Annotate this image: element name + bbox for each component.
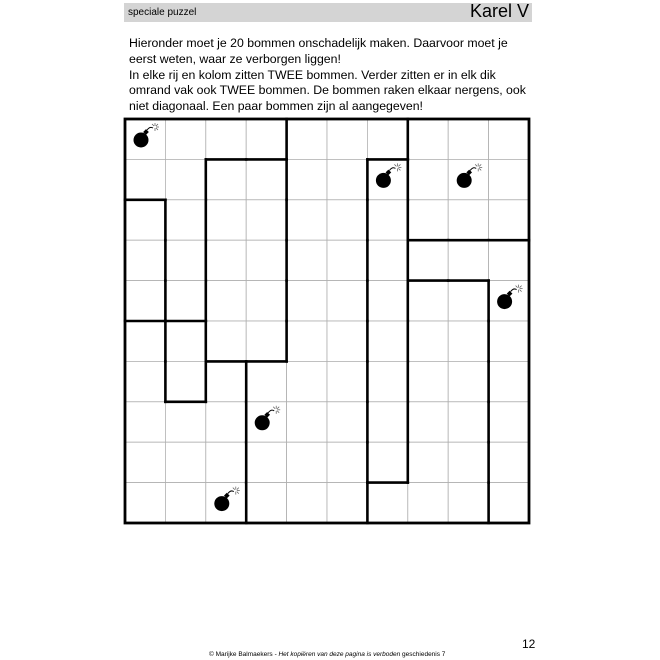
grid-cell[interactable] [125,361,165,401]
grid-cell[interactable] [408,321,448,361]
grid-cell[interactable] [287,200,327,240]
grid-cell[interactable] [489,321,529,361]
grid-cell[interactable] [165,402,205,442]
grid-cell[interactable] [165,361,205,401]
footer [209,651,445,658]
grid-cell[interactable] [448,483,488,523]
grid-cell[interactable] [165,119,205,159]
grid-cell[interactable] [206,281,246,321]
grid-cell[interactable] [125,321,165,361]
grid-cell[interactable] [327,483,367,523]
grid-cell[interactable] [287,240,327,280]
grid-cell[interactable] [125,159,165,199]
page-title: Karel V [469,1,529,21]
grid-cell[interactable] [125,240,165,280]
grid-cell[interactable] [206,321,246,361]
grid-cell[interactable] [448,361,488,401]
grid-cell[interactable] [246,442,286,482]
grid-cell[interactable] [125,483,165,523]
grid-cell[interactable] [165,321,205,361]
grid-cell[interactable] [287,361,327,401]
grid-cell[interactable] [165,240,205,280]
grid-cell[interactable] [327,321,367,361]
grid-cell[interactable] [246,281,286,321]
grid-cell[interactable] [287,402,327,442]
grid-cell[interactable] [206,402,246,442]
grid-cell[interactable] [327,240,367,280]
grid-cell[interactable] [448,402,488,442]
grid-cell[interactable] [489,240,529,280]
grid-cell[interactable] [246,361,286,401]
grid-cell[interactable] [125,442,165,482]
instruction-line: In elke rij en kolom zitten TWEE bommen. Verder zitten er in elk dik [129,67,496,82]
grid-cell[interactable] [367,200,407,240]
grid-cell[interactable] [367,402,407,442]
grid-cell[interactable] [367,281,407,321]
copyright-text: © Marijke Balmaekers [209,651,273,658]
grid-cell[interactable] [165,200,205,240]
grid-cell[interactable] [327,402,367,442]
grid-cell[interactable] [206,361,246,401]
instruction-line: niet diagonaal. Een paar bommen zijn al aangegeven! [129,99,423,114]
grid-cell[interactable] [408,402,448,442]
grid-cell[interactable] [367,361,407,401]
grid-cell[interactable] [206,159,246,199]
grid-cell[interactable] [489,402,529,442]
grid-cell[interactable] [287,159,327,199]
grid-cell[interactable] [206,200,246,240]
grid-cell[interactable] [206,442,246,482]
grid-cell[interactable] [327,159,367,199]
grid-cell[interactable] [448,281,488,321]
grid-cell[interactable] [125,281,165,321]
instruction-line: Hieronder moet je 20 bommen onschadelijk maken. Daarvoor moet je [129,36,508,50]
grid-cell[interactable] [408,361,448,401]
grid-cell[interactable] [327,281,367,321]
grid-cell[interactable] [448,200,488,240]
grid-cell[interactable] [246,483,286,523]
grid-cell[interactable] [327,119,367,159]
grid-cell[interactable] [287,281,327,321]
grid-cell[interactable] [165,442,205,482]
grid-cell[interactable] [246,119,286,159]
grid-cell[interactable] [246,321,286,361]
grid-cell[interactable] [448,240,488,280]
grid-cell[interactable] [408,159,448,199]
grid-cell[interactable] [165,281,205,321]
grid-cell[interactable] [287,483,327,523]
grid-cell[interactable] [489,361,529,401]
grid-cell[interactable] [408,483,448,523]
page-number: 12 [522,637,536,651]
grid-cell[interactable] [489,159,529,199]
grid-cell[interactable] [448,442,488,482]
grid-cell[interactable] [367,119,407,159]
grid-cell[interactable] [408,442,448,482]
grid-cell[interactable] [448,321,488,361]
grid-cell[interactable] [367,483,407,523]
grid-cell[interactable] [246,200,286,240]
section-label: speciale puzzel [128,7,197,18]
copy-notice: - Het kopiëren van deze pagina is verboden [274,651,401,658]
grid-cell[interactable] [287,119,327,159]
grid-cell[interactable] [408,281,448,321]
grid-cell[interactable] [408,200,448,240]
grid-cell[interactable] [367,240,407,280]
instruction-line: omrand vak ook TWEE bommen. De bommen raken elkaar nergens, ook [129,83,526,98]
grid-cell[interactable] [287,321,327,361]
grid-cell[interactable] [327,442,367,482]
grid-cell[interactable] [489,483,529,523]
instruction-line: eerst weten, waar ze verborgen liggen! [129,51,341,66]
grid-cell[interactable] [408,240,448,280]
grid-cell[interactable] [206,119,246,159]
grid-cell[interactable] [367,321,407,361]
grid-cell[interactable] [206,240,246,280]
grid-cell[interactable] [448,119,488,159]
grid-cell[interactable] [408,119,448,159]
grid-cell[interactable] [125,402,165,442]
grid-cell[interactable] [327,200,367,240]
grid-cell[interactable] [246,159,286,199]
grid-cell[interactable] [287,442,327,482]
grid-cell[interactable] [489,200,529,240]
grid-cell[interactable] [165,483,205,523]
grid-cell[interactable] [125,200,165,240]
grid-cell[interactable] [165,159,205,199]
grid-cell[interactable] [489,119,529,159]
grid-cell[interactable] [489,442,529,482]
grid-cell[interactable] [246,240,286,280]
grid-cell[interactable] [327,361,367,401]
grid-cell[interactable] [367,442,407,482]
subject-text: geschiedenis 7 [402,651,446,658]
